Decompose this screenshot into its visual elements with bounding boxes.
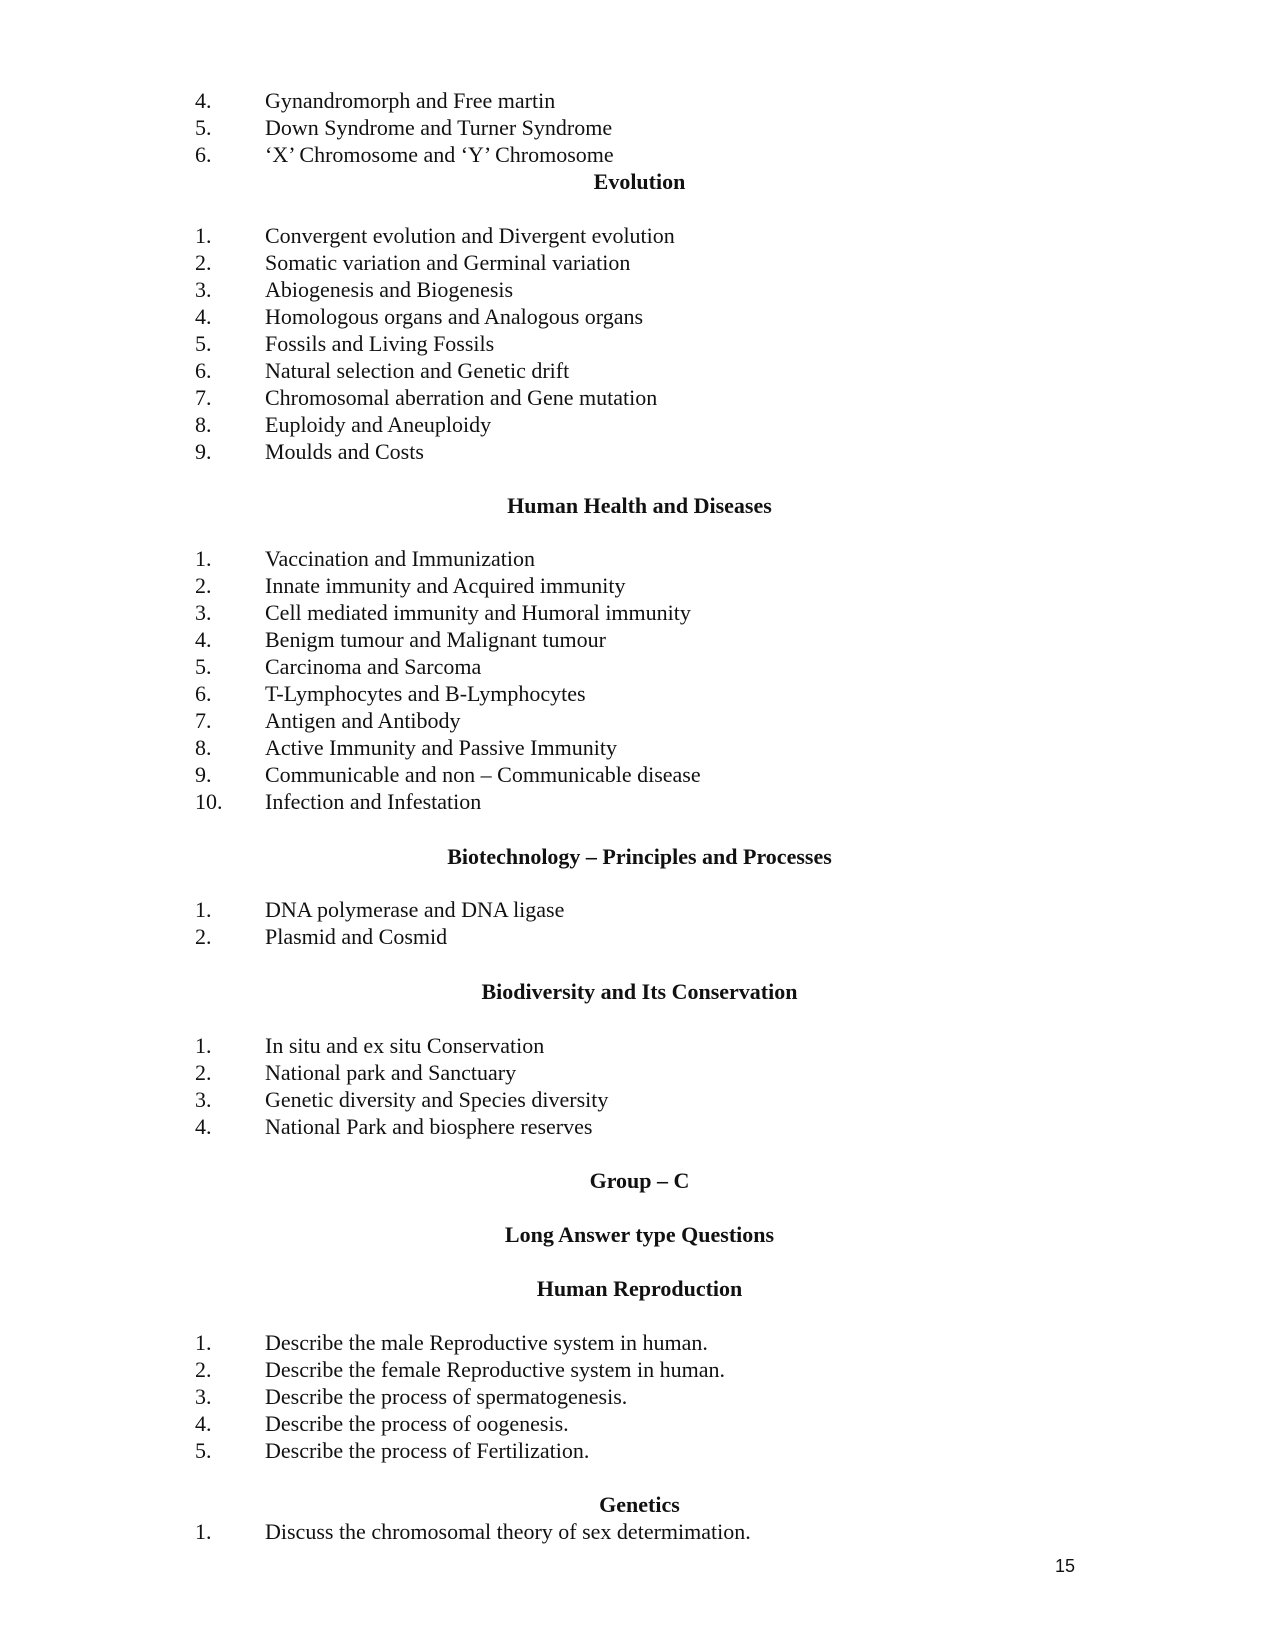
list-item: 1. Vaccination and Immunization	[195, 546, 536, 571]
list-item: 2. Describe the female Reproductive system in human.	[195, 1357, 726, 1382]
reproduction-list	[0, 1329, 1275, 1464]
section-heading-health: Human Health and Diseases	[507, 493, 772, 518]
section-heading-biodiversity: Biodiversity and Its Conservation	[481, 979, 798, 1004]
list-item: 9. Moulds and Costs	[195, 439, 424, 464]
list-item: 5. Describe the process of Fertilization.	[195, 1438, 590, 1463]
list-item: 3. Describe the process of spermatogenesis.	[195, 1384, 628, 1409]
biotech-list	[0, 896, 1275, 950]
section-heading-evolution: Evolution	[593, 169, 686, 194]
page-number: 15	[1055, 1556, 1076, 1576]
list-item: 7. Chromosomal aberration and Gene mutation	[195, 385, 658, 410]
list-item: 6. ‘X’ Chromosome and ‘Y’ Chromosome	[195, 142, 614, 167]
section-heading-reproduction: Human Reproduction	[536, 1276, 743, 1301]
top-list	[0, 87, 1275, 168]
list-item: 4. Describe the process of oogenesis.	[195, 1411, 569, 1436]
group-heading: Group – C	[589, 1168, 690, 1193]
list-item: 4. Benigm tumour and Malignant tumour	[195, 627, 606, 652]
list-item: 10. Infection and Infestation	[195, 789, 482, 814]
list-item: 1. Describe the male Reproductive system in human.	[195, 1330, 708, 1355]
section-heading-biotech: Biotechnology – Principles and Processes	[447, 844, 832, 869]
list-item: 5. Down Syndrome and Turner Syndrome	[195, 115, 613, 140]
list-item: 7. Antigen and Antibody	[195, 708, 461, 733]
list-item: 3. Abiogenesis and Biogenesis	[195, 277, 514, 302]
list-item: 9. Communicable and non – Communicable disease	[195, 762, 701, 787]
list-item: 6. T-Lymphocytes and B-Lymphocytes	[195, 681, 586, 706]
section-heading-genetics: Genetics	[599, 1492, 680, 1517]
list-item: 1. DNA polymerase and DNA ligase	[195, 897, 565, 922]
list-item: 8. Active Immunity and Passive Immunity	[195, 735, 617, 760]
list-item: 6. Natural selection and Genetic drift	[195, 358, 570, 383]
health-list	[0, 545, 1275, 815]
list-item: 4. Homologous organs and Analogous organs	[195, 304, 644, 329]
list-item: 2. Innate immunity and Acquired immunity	[195, 573, 626, 598]
list-item: 1. Discuss the chromosomal theory of sex determimation.	[195, 1519, 751, 1544]
list-item: 1. In situ and ex situ Conservation	[195, 1033, 545, 1058]
biodiversity-list	[0, 1032, 1275, 1140]
genetics-list	[0, 1518, 1275, 1545]
list-item: 2. National park and Sanctuary	[195, 1060, 517, 1085]
list-item: 4. Gynandromorph and Free martin	[195, 88, 556, 113]
list-item: 3. Cell mediated immunity and Humoral immunity	[195, 600, 691, 625]
list-item: 1. Convergent evolution and Divergent evolution	[195, 223, 675, 248]
list-item: 2. Plasmid and Cosmid	[195, 924, 448, 949]
list-item: 5. Carcinoma and Sarcoma	[195, 654, 482, 679]
list-item: 2. Somatic variation and Germinal variation	[195, 250, 631, 275]
group-subheading: Long Answer type Questions	[504, 1222, 775, 1247]
list-item: 5. Fossils and Living Fossils	[195, 331, 495, 356]
list-item: 3. Genetic diversity and Species diversity	[195, 1087, 609, 1112]
evolution-list	[0, 222, 1275, 465]
list-item: 8. Euploidy and Aneuploidy	[195, 412, 492, 437]
list-item: 4. National Park and biosphere reserves	[195, 1114, 593, 1139]
